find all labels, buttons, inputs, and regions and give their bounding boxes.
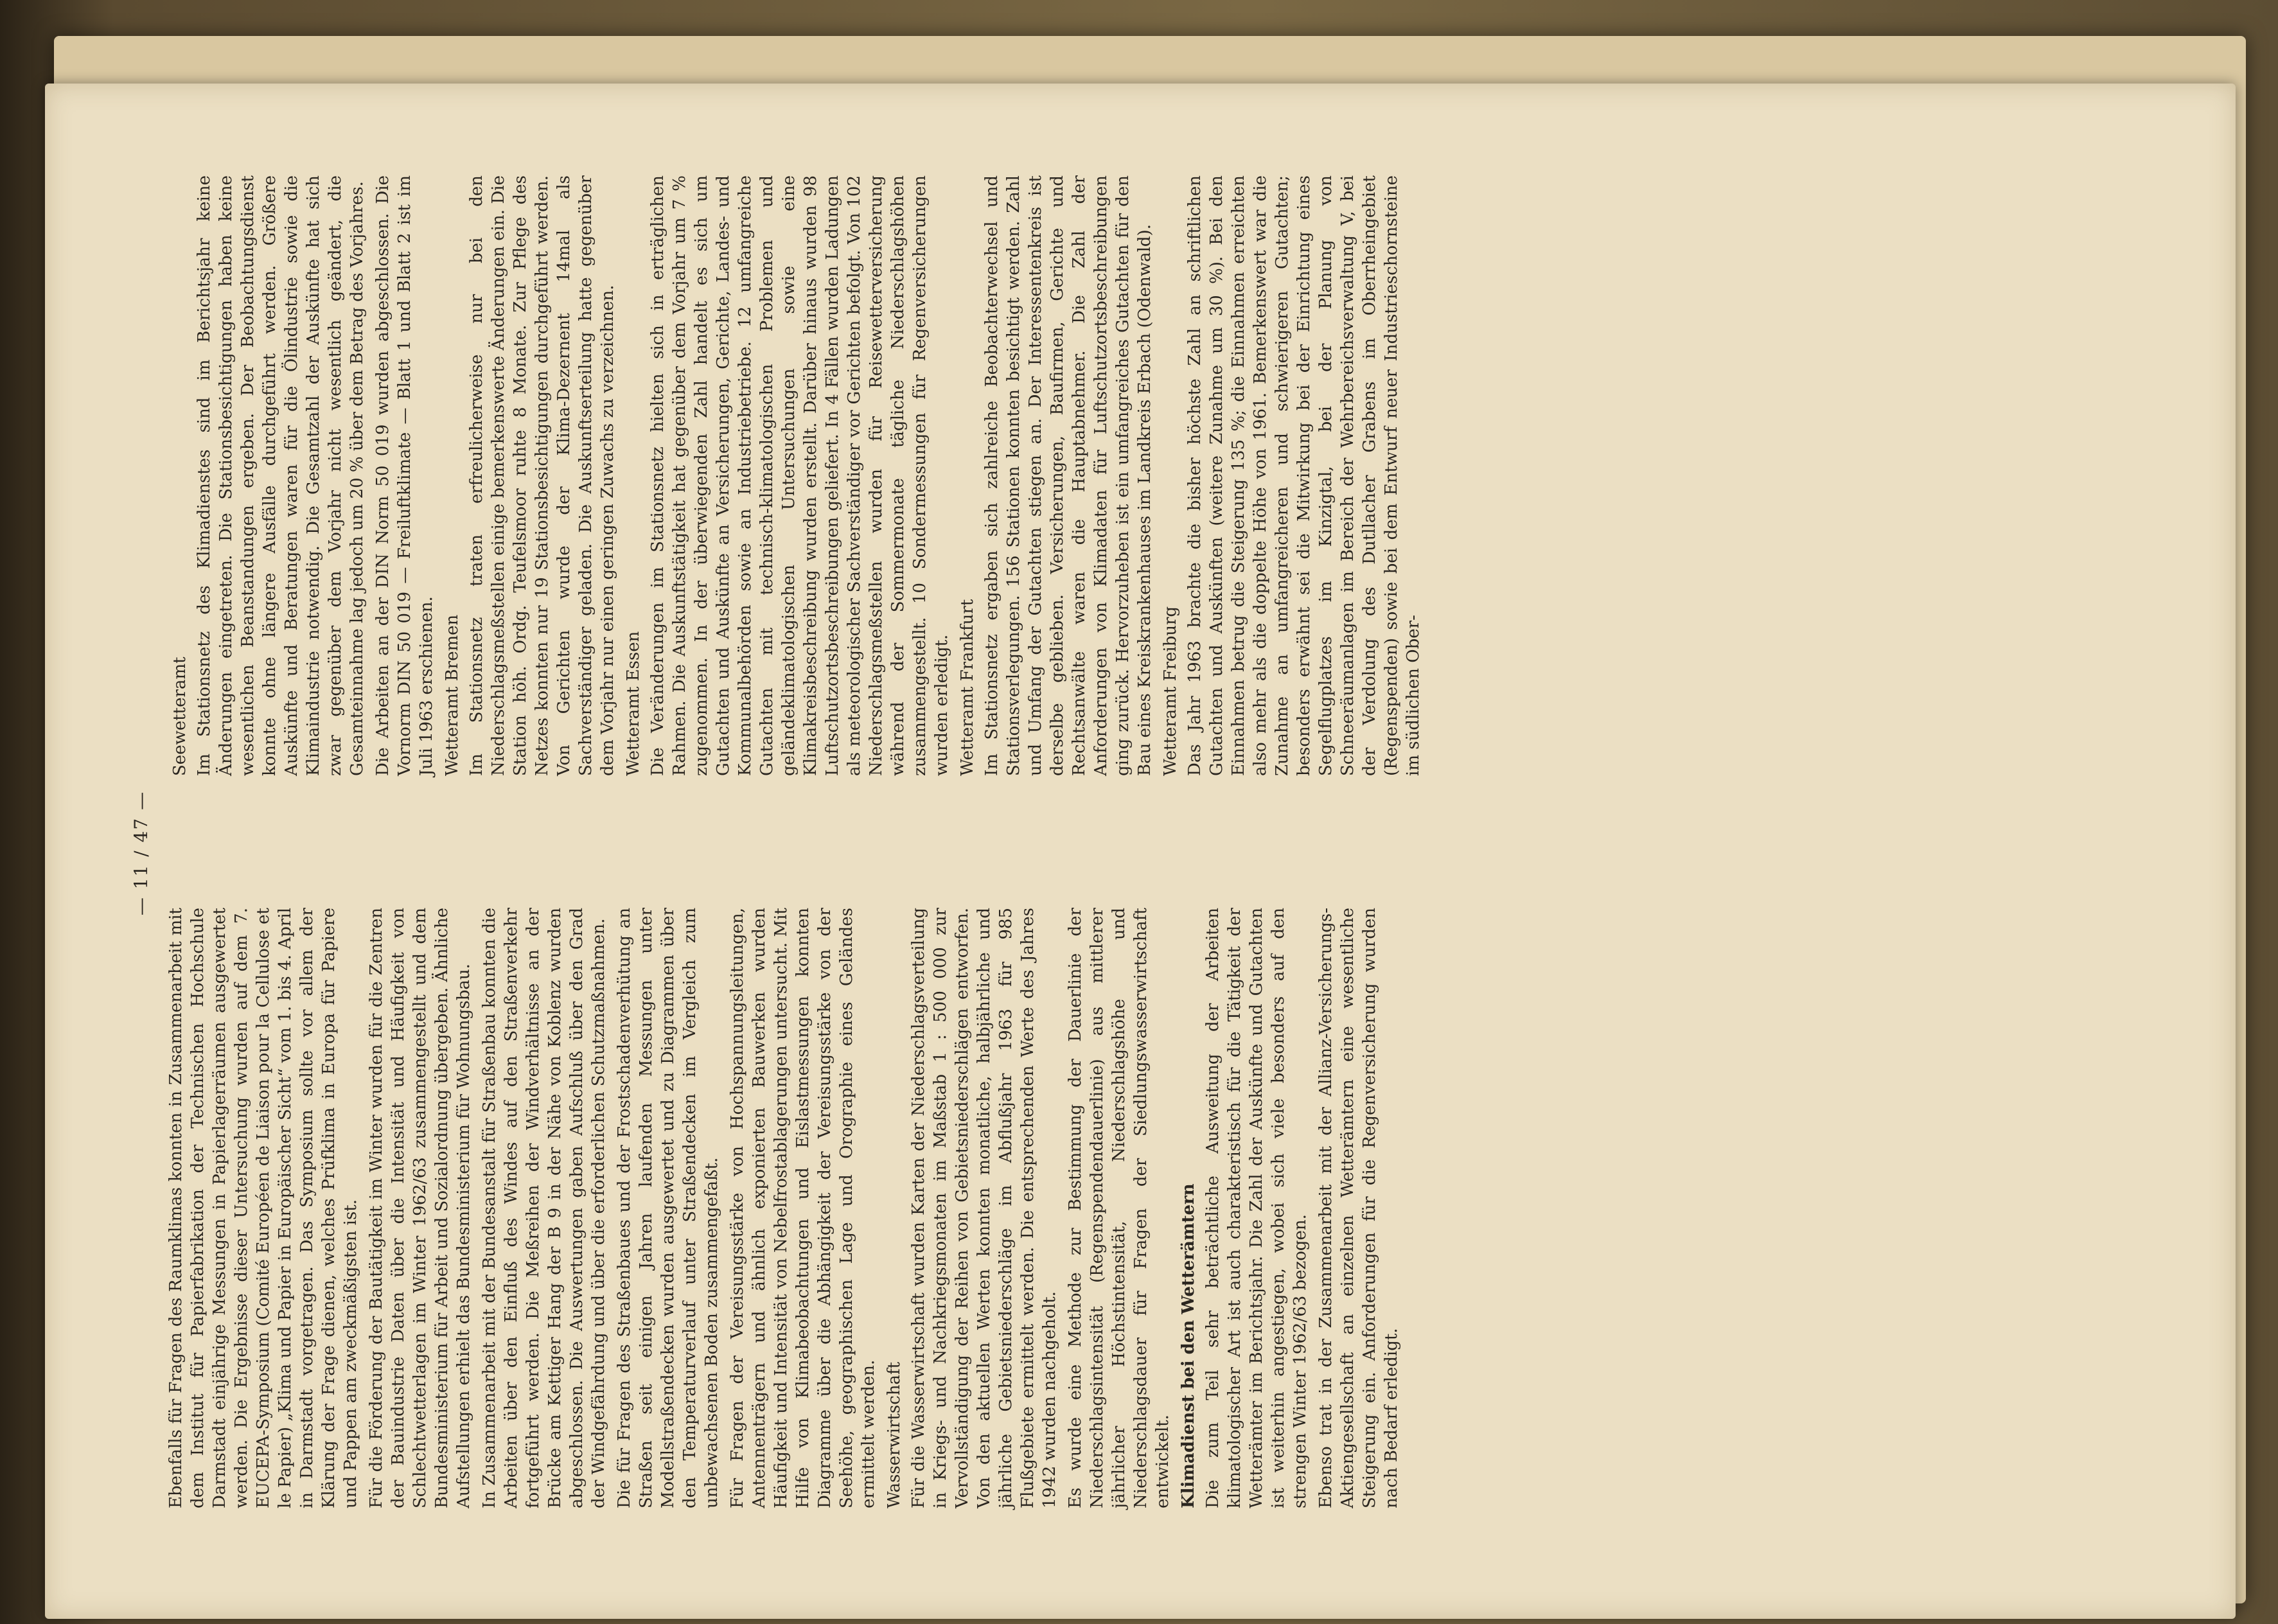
- text-column-left: [165, 908, 1406, 1508]
- section-heading-freiburg: Wetteramt Freiburg: [1161, 606, 1180, 776]
- paragraph: Ebenso trat in der Zusammenarbeit mit der Allianz-Versicherungs-Aktiengesellschaft an einzelnen Wetterämtern eine wesentliche Steigerung ein. Anforderungen für die Regenversicherung wurden nach Bedarf erledigt.: [1316, 908, 1401, 1508]
- paragraph: Im Stationsnetz ergaben sich zahlreiche Beobachterwechsel und Stationsverlegungen. 156 Stationen konnten besichtigt werden. Zahl und Umfang der Gutachten stiegen an. Der Interessentenkreis ist derselbe geblieben. Versicherungen, Baufirmen, Gerichte und Rechtsanwälte waren die Hauptabnehmer. Die Zahl der Anforderungen von Klimadaten für Luftschutzortsbeschreibungen ging zurück. Hervorzuheben ist ein umfangreiches Gutachten für den Bau eines Kreiskrankenhauses im Landkreis Erbach (Odenwald).: [982, 175, 1154, 776]
- paragraph: Für die Förderung der Bautätigkeit im Winter wurden für die Zentren der Bauindustrie Daten über die Intensität und Häufigkeit von Schlechtwetterlagen im Winter 1962/63 zusammengestellt und dem Bundesministerium für Arbeit und Sozialordnung übergeben. Ähnliche Aufstellungen erhielt das Bundesministerium für Wohnungsbau.: [367, 908, 473, 1508]
- paragraph: Für die Wasserwirtschaft wurden Karten der Niederschlagsverteilung in Kriegs- und Nachkriegsmonaten im Maßstab 1 : 500 000 zur Vervollständigung der Reihen von Gebietsniederschlägen entworfen. Von den aktuellen Werten konnten monatliche, halbjährliche und jährliche Gebietsniederschläge im Abflußjahr 1963 für 985 Flußgebiete ermittelt werden. Die entsprechenden Werte des Jahres 1942 wurden nachgeholt.: [909, 908, 1059, 1508]
- section-heading-wasserwirtschaft: Wasserwirtschaft: [885, 1361, 904, 1508]
- section-heading-klimadienst: Klimadienst bei den Wetterämtern: [1179, 1183, 1198, 1508]
- rotated-page-content: [48, 102, 2220, 1605]
- paragraph: Im Stationsnetz traten erfreulicherweise nur bei den Niederschlagsmeßstellen einige bemerkenswerte Änderungen ein. Die Station höh. Ordg. Teufelsmoor ruhte 8 Monate. Zur Pflege des Netzes konnten nur 19 Stationsbesichtigungen durchgeführt werden. Von Gerichten wurde der Klima-Dezernent 14mal als Sachverständiger geladen. Die Auskunftserteilung hatte gegenüber dem Vorjahr nur einen geringen Zuwachs zu verzeichnen.: [467, 175, 617, 776]
- section-heading-seewetteramt: Seewetteramt: [170, 657, 190, 776]
- paragraph: Es wurde eine Methode zur Bestimmung der Dauerlinie der Niederschlagsintensität (Regenspendendauerlinie) aus mittlerer jährlicher Höchstintensität, Niederschlagshöhe und Niederschlagsdauer für Fragen der Siedlungswasserwirtschaft entwickelt.: [1066, 908, 1172, 1508]
- section-heading-bremen: Wetteramt Bremen: [443, 614, 462, 776]
- paragraph: Die zum Teil sehr beträchtliche Ausweitung der Arbeiten klimatologischer Art ist auch charakteristisch für die Tätigkeit der Wetterämter im Berichtsjahr. Die Zahl der Auskünfte und Gutachten ist weiterhin angestiegen, wobei sich viele besonders auf den strengen Winter 1962/63 bezogen.: [1203, 908, 1310, 1508]
- paragraph: Die Veränderungen im Stationsnetz hielten sich in erträglichen Rahmen. Die Auskunftstätigkeit hat gegenüber dem Vorjahr um 7 % zugenommen. In der überwiegenden Zahl handelt es sich um Gutachten und Auskünfte an Versicherungen, Gerichte, Landes- und Kommunalbehörden sowie an Industriebetriebe. 12 umfangreiche Gutachten mit technisch-klimatologischen Problemen und geländeklimatologischen Untersuchungen sowie eine Klimakreisbeschreibung wurden erstellt. Darüber hinaus wurden 98 Luftschutzortsbeschreibungen geliefert. In 4 Fällen wurden Ladungen als meteorologischer Sachverständiger vor Gerichten befolgt. Von 102 Niederschlagsmeßstellen wurden für Reisewetterversicherung während der Sommermonate tägliche Niederschlagshöhen zusammengestellt. 10 Sondermessungen für Regenversicherungen wurden erledigt.: [648, 175, 951, 776]
- paragraph: Ebenfalls für Fragen des Raumklimas konnten in Zusammenarbeit mit dem Institut für Papierfabrikation der Technischen Hochschule Darmstadt einjährige Messungen in Papierlagerräumen ausgewertet werden. Die Ergebnisse dieser Untersuchung wurden auf dem 7. EUCEPA-Symposium (Comité Européen de Liaison pour la Cellulose et le Papier) „Klima und Papier in Europäischer Sicht“ vom 1. bis 4. April in Darmstadt vorgetragen. Das Symposium sollte vor allem der Klärung der Frage dienen, welches Prüfklima in Europa für Papiere und Pappen am zweckmäßigsten ist.: [166, 908, 360, 1508]
- paragraph: Für Fragen der Vereisungsstärke von Hochspannungsleitungen, Antennenträgern und ähnlich exponierten Bauwerken wurden Häufigkeit und Intensität von Nebelfrostablagerungen untersucht. Mit Hilfe von Klimabeobachtungen und Eislastmessungen konnten Diagramme über die Abhängigkeit der Vereisungsstärke von der Seehöhe, geographischen Lage und Orographie eines Geländes ermittelt werden.: [728, 908, 878, 1508]
- paragraph: Die für Fragen des Straßenbaues und der Frostschadenverhütung an Straßen seit einigen Jahren laufenden Messungen unter Modellstraßendecken wurden ausgewertet und zu Diagrammen über den Temperaturverlauf unter Straßendecken im Vergleich zum unbewachsenen Boden zusammengefaßt.: [615, 908, 721, 1508]
- text-column-right: [165, 175, 1428, 776]
- paragraph: Im Stationsnetz des Klimadienstes sind im Berichtsjahr keine Änderungen eingetreten. Die Stationsbesichtigungen haben keine wesentlichen Beanstandungen ergeben. Der Beobachtungsdienst konnte ohne längere Ausfälle durchgeführt werden. Größere Auskünfte und Beratungen waren für die Ölindustrie sowie die Klimaindustrie notwendig. Die Gesamtzahl der Auskünfte hat sich zwar gegenüber dem Vorjahr nicht wesentlich geändert, die Gesamteinnahme lag jedoch um 20 % über dem Betrag des Vorjahres.: [195, 175, 367, 776]
- paragraph: Das Jahr 1963 brachte die bisher höchste Zahl an schriftlichen Gutachten und Auskünften (weitere Zunahme um 30 %). Bei den Einnahmen betrug die Steigerung 135 %; die Einnahmen erreichten also mehr als die doppelte Höhe von 1961. Bemerkenswert war die Zunahme an umfangreicheren und schwierigeren Gutachten; besonders erwähnt sei die Mitwirkung bei der Einrichtung eines Segelflugplatzes im Kinzigtal, bei der Planung von Schneeräumanlagen im Bereich der Wehrbereichsverwaltung V, bei der Verdolung des Dutllacher Grabens im Oberrheingebiet (Regenspenden) sowie bei dem Entwurf neuer Industrieschornsteine im südlichen Ober-: [1185, 175, 1423, 776]
- document-page: [45, 84, 2236, 1619]
- section-heading-essen: Wetteramt Essen: [624, 631, 643, 776]
- paragraph: In Zusammenarbeit mit der Bundesanstalt für Straßenbau konnten die Arbeiten über den Einfluß des Windes auf den Straßenverkehr fortgeführt werden. Die Meßreihen der Windverhältnisse an der Brücke am Kettiger Hang der B 9 in der Nähe von Koblenz wurden abgeschlossen. Die Auswertungen gaben Aufschluß über den Grad der Windgefährdung und über die erforderlichen Schutzmaßnahmen.: [480, 908, 608, 1508]
- paragraph: Die Arbeiten an der DIN Norm 50 019 wurden abgeschlossen. Die Vornorm DIN 50 019 — Freiluftklimate — Blatt 1 und Blatt 2 ist im Juli 1963 erschienen.: [373, 175, 436, 776]
- section-heading-frankfurt: Wetteramt Frankfurt: [958, 599, 977, 776]
- page-number: — 11 / 47 —: [130, 790, 152, 916]
